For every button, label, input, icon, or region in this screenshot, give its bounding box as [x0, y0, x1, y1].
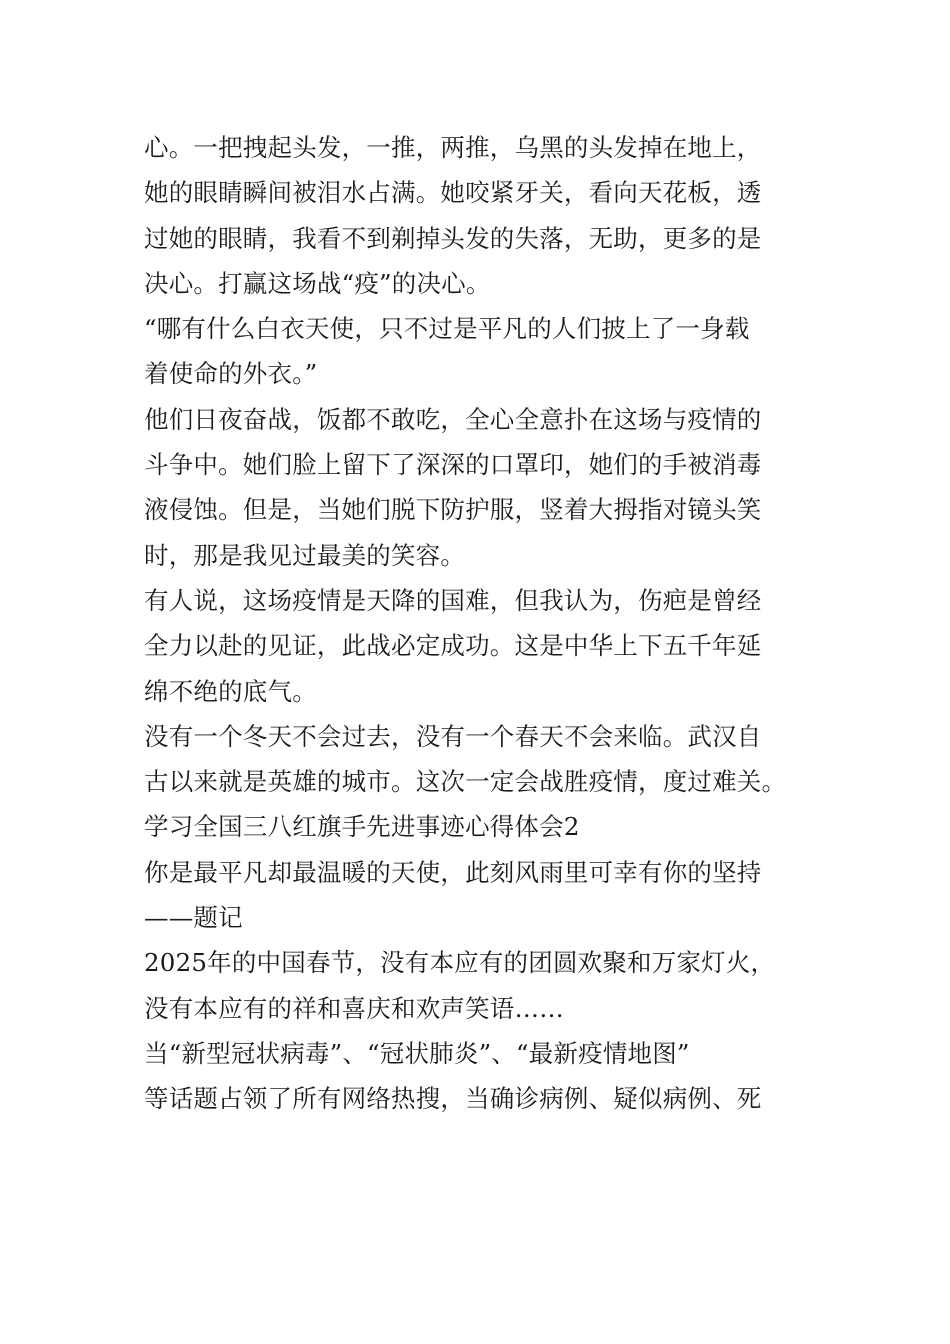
- text-line: 决心。打赢这场战“疫”的决心。: [144, 268, 491, 298]
- text-line: 等话题占领了所有网络热搜，当确诊病例、疑似病例、死: [144, 1084, 762, 1114]
- text-line: 2025年的中国春节，没有本应有的团圆欢聚和万家灯火，: [144, 948, 776, 978]
- text-line: 过她的眼睛，我看不到剃掉头发的失落，无助，更多的是: [144, 223, 762, 253]
- text-line: 没有本应有的祥和喜庆和欢声笑语……: [144, 993, 564, 1023]
- text-line: 心。一把拽起头发，一推，两推，乌黑的头发掉在地上，: [144, 133, 762, 162]
- text-line: 有人说，这场疫情是天降的国难，但我认为，伤疤是曾经: [144, 585, 762, 615]
- text-line: 绵不绝的底气。: [144, 676, 317, 706]
- text-line: 古以来就是英雄的城市。这次一定会战胜疫情，度过难关。: [144, 767, 787, 797]
- text-line: 着使命的外衣。”: [144, 359, 318, 389]
- epigraph-attribution: ——题记: [144, 903, 243, 933]
- text-line: 她的眼睛瞬间被泪水占满。她咬紧牙关，看向天花板，透: [144, 178, 762, 208]
- text-line: 当“新型冠状病毒”、“冠状肺炎”、“最新疫情地图”: [144, 1038, 690, 1068]
- text-line: 全力以赴的见证，此战必定成功。这是中华上下五千年延: [144, 631, 762, 661]
- text-line: 他们日夜奋战，饭都不敢吃，全心全意扑在这场与疫情的: [144, 404, 762, 434]
- body-text: [144, 125, 808, 1122]
- text-line: 斗争中。她们脸上留下了深深的口罩印，她们的手被消毒: [144, 450, 762, 480]
- text-line: “哪有什么白衣天使，只不过是平凡的人们披上了一身载: [144, 314, 750, 344]
- text-line: 没有一个冬天不会过去，没有一个春天不会来临。武汉自: [144, 721, 762, 751]
- text-line: 液侵蚀。但是，当她们脱下防护服，竖着大拇指对镜头笑: [144, 495, 762, 525]
- text-line: 时，那是我见过最美的笑容。: [144, 540, 466, 570]
- section-heading: 学习全国三八红旗手先进事迹心得体会2: [144, 812, 580, 842]
- text-line: 你是最平凡却最温暖的天使，此刻风雨里可幸有你的坚持: [144, 857, 762, 887]
